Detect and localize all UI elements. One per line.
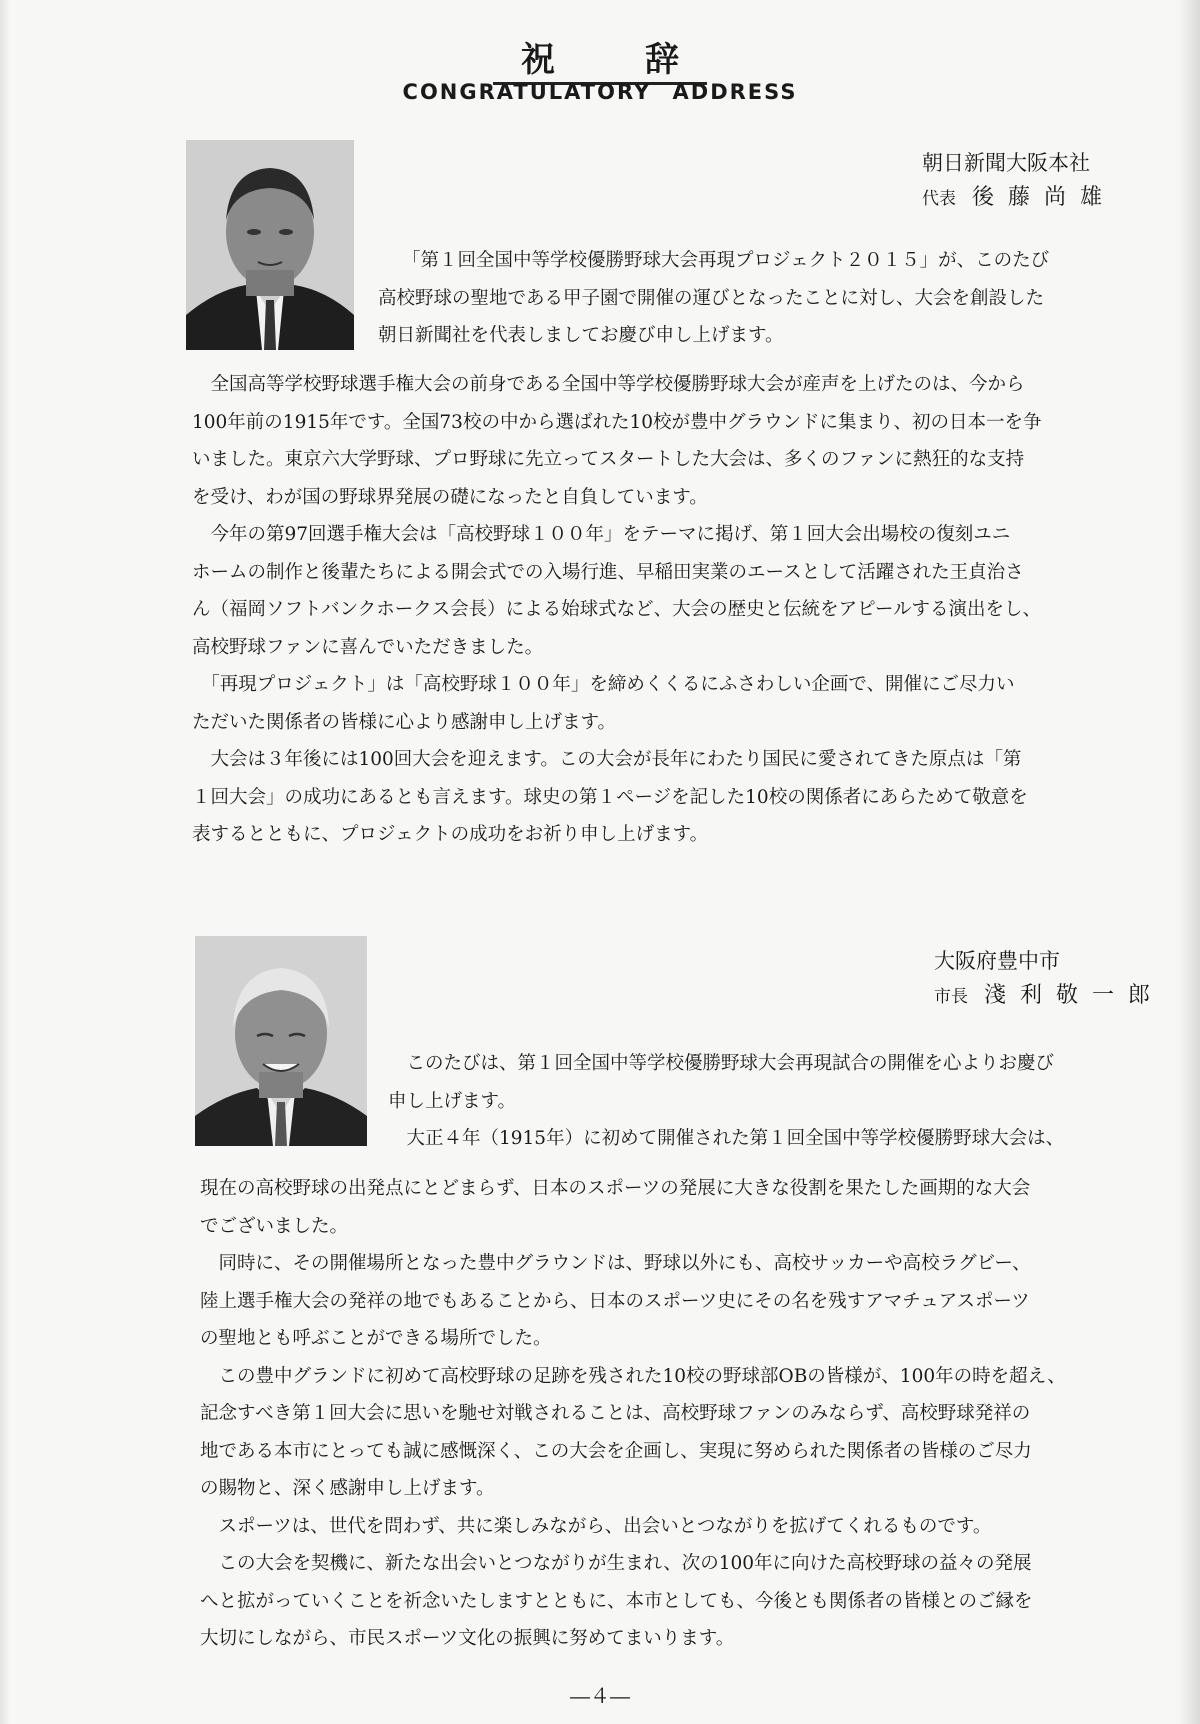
text-line: 現在の高校野球の出発点にとどまらず、日本のスポーツの発展に大きな役割を果たした画期的な大会 (200, 1178, 1031, 1199)
speaker-1-intro-paragraph (378, 242, 1049, 355)
text-line: 申し上げます。 (388, 1090, 517, 1112)
speaker-1-name: 後藤尚雄 (972, 185, 1117, 210)
text-line: １回大会」の成功にあるとも言えます。球史の第１ページを記した10校の関係者にあらためて敬意を (192, 786, 1028, 808)
speaker-2-block (934, 944, 1164, 1014)
text-line: 同時に、その開催場所となった豊中グラウンドは、野球以外にも、高校サッカーや高校ラグビー、 (200, 1253, 1031, 1274)
text-line: を受け、わが国の野球界発展の礎になったと自負しています。 (192, 486, 708, 508)
text-line: 記念すべき第１回大会に思いを馳せ対戦されることは、高校野球ファンのみならず、高校野球発祥の (200, 1403, 1031, 1424)
speaker-1-body (192, 366, 1042, 854)
speaker-2-body (200, 1170, 1066, 1658)
speaker-2-name: 淺利敬一郎 (984, 983, 1165, 1008)
text-line: ん（福岡ソフトバンクホークス会長）による始球式など、大会の歴史と伝統をアピールする演出をし、 (192, 599, 1041, 620)
text-line: 表するとともに、プロジェクトの成功をお祈り申し上げます。 (192, 824, 709, 845)
text-line: 高校野球ファンに喜んでいただきました。 (192, 636, 544, 658)
text-line: 大正４年（1915年）に初めて開催された第１回全国中等学校優勝野球大会は、 (388, 1128, 1065, 1149)
text-line: 全国高等学校野球選手権大会の前身である全国中等学校優勝野球大会が産声を上げたのは、今から (192, 374, 1025, 395)
text-line: 大切にしながら、市民スポーツ文化の振興に努めてまいります。 (200, 1628, 735, 1649)
text-line: の賜物と、深く感謝申し上げます。 (200, 1478, 495, 1499)
text-line: 地である本市にとっても誠に感慨深く、この大会を企画し、実現に努められた関係者の皆様のご尽力 (200, 1440, 1032, 1462)
text-line: 高校野球の聖地である甲子園で開催の運びとなったことに対し、大会を創設した (378, 287, 1045, 309)
text-line: いました。東京六大学野球、プロ野球に先立ってスタートした大会は、多くのファンに熱狂的な支持 (192, 449, 1025, 470)
text-line: でございました。 (200, 1215, 349, 1237)
page-title: 祝 辞 (0, 32, 1200, 81)
text-line: へと拡がっていくことを祈念いたしますとともに、本市としても、今後とも関係者の皆様とのご縁を (200, 1590, 1033, 1612)
text-line: スポーツは、世代を問わず、共に楽しみながら、出会いとつながりを拡げてくれるものです。 (200, 1515, 992, 1537)
text-line: の聖地とも呼ぶことができる場所でした。 (200, 1328, 552, 1349)
scan-edge-left (0, 0, 10, 1724)
speaker-2-intro-paragraph (388, 1045, 1064, 1158)
speaker-2-organization: 大阪府豊中市 (934, 949, 1060, 973)
text-line: ただいた関係者の皆様に心より感謝申し上げます。 (192, 711, 617, 733)
text-line: 今年の第97回選手権大会は「高校野球１００年」をテーマに掲げ、第１回大会出場校の復刻ユニ (192, 524, 1011, 545)
portrait-photo-2 (195, 936, 367, 1146)
text-line: 100年前の1915年です。全国73校の中から選ばれた10校が豊中グラウンドに集まり、初の日本一を争 (192, 411, 1042, 433)
text-line: この豊中グランドに初めて高校野球の足跡を残された10校の野球部OBの皆様が、100年の時を超え、 (200, 1365, 1066, 1387)
speaker-1-organization: 朝日新聞大阪本社 (922, 151, 1090, 175)
text-line: 「再現プロジェクト」は「高校野球１００年」を締めくくるにふさわしい企画で、開催にご尽力い (192, 674, 1015, 695)
speaker-1-role: 代表 (922, 189, 956, 209)
text-line: 陸上選手権大会の発祥の地でもあることから、日本のスポーツ史にその名を残すアマチュアスポーツ (200, 1290, 1030, 1312)
text-line: このたびは、第１回全国中等学校優勝野球大会再現試合の開催を心よりお慶び (388, 1053, 1055, 1074)
speaker-2-role: 市長 (934, 987, 968, 1007)
text-line: この大会を契機に、新たな出会いとつながりが生まれ、次の100年に向けた高校野球の益々の発展 (200, 1553, 1032, 1574)
text-line: 「第１回全国中等学校優勝野球大会再現プロジェクト２０１５」が、このたび (402, 250, 1050, 271)
text-line: 朝日新聞社を代表しましてお慶び申し上げます。 (378, 325, 784, 346)
portrait-photo-1 (186, 140, 354, 350)
page-subtitle: CONGRATULATORY ADDRESS (402, 80, 798, 104)
text-line: ホームの制作と後輩たちによる開会式での入場行進、早稲田実業のエースとして活躍された王貞治さ (192, 561, 1024, 583)
speaker-1-block (922, 146, 1116, 216)
page-number: ―４― (570, 1684, 630, 1708)
text-line: 大会は３年後には100回大会を迎えます。この大会が長年にわたり国民に愛されてきた原点は「第 (192, 749, 1022, 770)
scan-edge-right (1178, 0, 1200, 1724)
